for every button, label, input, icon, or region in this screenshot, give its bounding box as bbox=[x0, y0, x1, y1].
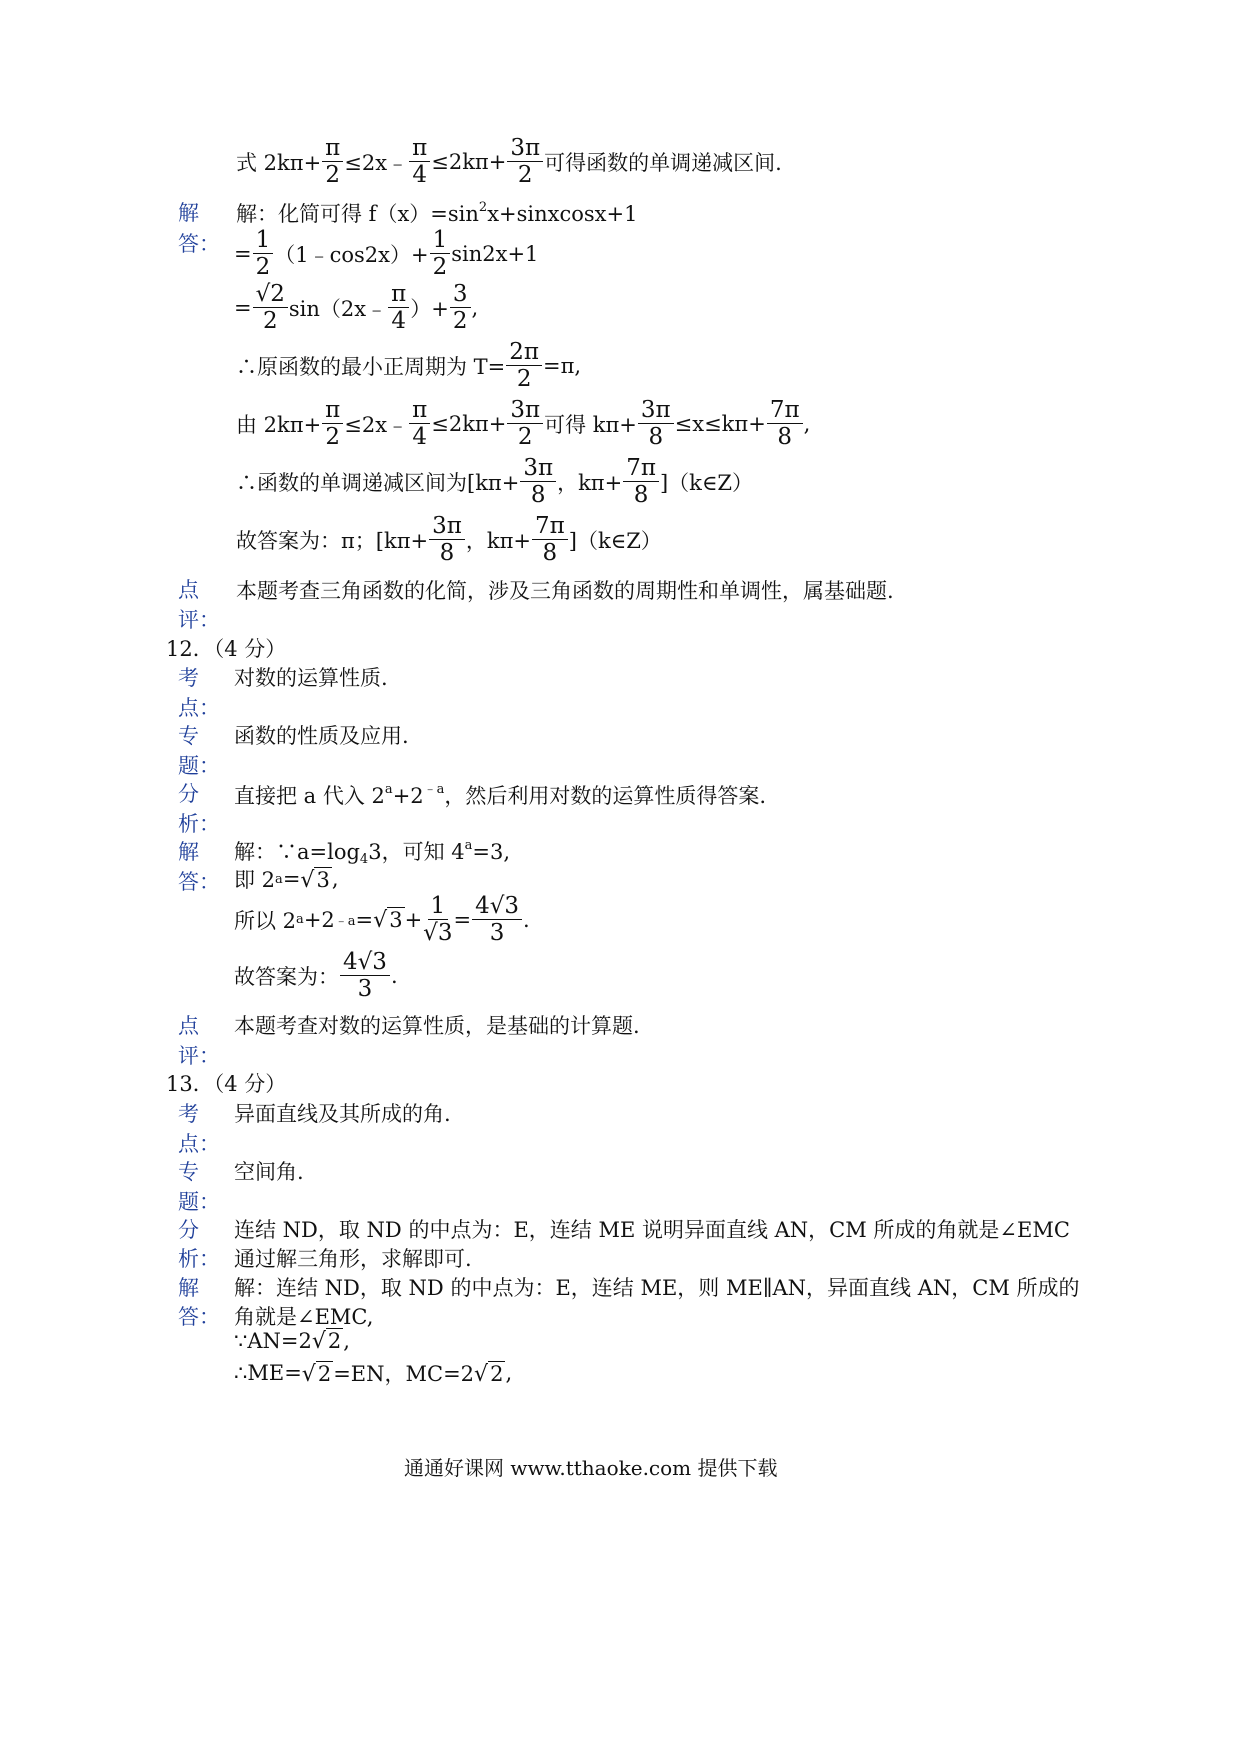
fraction: $\frac{\pi}{4}$ bbox=[409, 136, 430, 187]
q12-solution-line-1: 解：$\because a=\log_43$，可知 $4^a=3$, bbox=[234, 838, 511, 867]
q12-kaodian-1: 考 bbox=[178, 666, 199, 690]
q12-solution-line-3: 所以 2 a +2 ﹣a = √ 3 + $\frac{1}{√3}$ = $\frac{4√3}{3}$ . bbox=[234, 893, 530, 947]
q13-zhuanti-2: 题： bbox=[178, 1190, 220, 1214]
solution-line-6: ∴函数的单调递减区间为[kπ+ $\frac{3\pi}{8}$ ，kπ+ $\frac{7\pi}{8}$ ]（k∈Z） bbox=[236, 455, 754, 509]
answer-label-2: 答： bbox=[178, 232, 220, 256]
q13-fenxi-line-2: 通过解三角形，求解即可. bbox=[234, 1247, 472, 1271]
q12-solution-line-2: 即 2 a = √ 3 , bbox=[234, 867, 339, 893]
solution-line-2: = $\frac{1}{2}$ （1﹣cos2x）+ $\frac{1}{2}$ sin2x+1 bbox=[234, 227, 539, 281]
q13-jieda-1: 解 bbox=[178, 1276, 199, 1300]
fraction: $\frac{1}{2}$ bbox=[430, 228, 451, 279]
q12-fenxi-2: 析： bbox=[178, 812, 220, 836]
q12-fenxi-text: 直接把 a 代入 $2^a+2^{﹣a}$，然后利用对数的运算性质得答案. bbox=[234, 782, 767, 808]
q13-kaodian-2: 点： bbox=[178, 1132, 220, 1156]
solution-line-3: = $\frac{√2}{2}$ sin（2x﹣ $\frac{\pi}{4}$ ）+ $\frac{3}{2}$ , bbox=[234, 281, 479, 335]
q12-pingjia-text: 本题考查对数的运算性质，是基础的计算题. bbox=[234, 1014, 640, 1038]
sqrt: √ 2 bbox=[301, 1361, 332, 1387]
fraction: $\frac{4√3}{3}$ bbox=[340, 950, 390, 1001]
q12-zhuanti-text: 函数的性质及应用. bbox=[234, 724, 409, 748]
q12-kaodian-text: 对数的运算性质. bbox=[234, 666, 388, 690]
q12-pingjia-2: 评： bbox=[178, 1044, 220, 1068]
q13-kaodian-text: 异面直线及其所成的角. bbox=[234, 1102, 451, 1126]
question-header-13: 13．（4 分） bbox=[166, 1072, 287, 1096]
q13-fenxi-line-1: 连结 ND，取 ND 的中点为：E，连结 ME 说明异面直线 AN，CM 所成的角就是∠EMC bbox=[234, 1218, 1070, 1242]
q13-fenxi-1: 分 bbox=[178, 1218, 199, 1242]
q12-pingjia-1: 点 bbox=[178, 1014, 199, 1038]
answer-label-1: 解 bbox=[178, 201, 199, 225]
fraction: $\frac{√2}{2}$ bbox=[253, 282, 288, 333]
footer-text: 通通好课网 www.tthaoke.com 提供下载 bbox=[404, 1456, 778, 1480]
fraction: $\frac{\pi}{4}$ bbox=[388, 282, 409, 333]
comment-text: 本题考查三角函数的化简，涉及三角函数的周期性和单调性，属基础题. bbox=[236, 579, 894, 603]
q12-fenxi-1: 分 bbox=[178, 782, 199, 806]
sqrt: √ 3 bbox=[373, 908, 403, 934]
comment-label-2: 评： bbox=[178, 608, 220, 632]
intro-line: 式 2kπ+ $\frac{\pi}{2}$ ≤2x﹣ $\frac{\pi}{4}$ ≤2kπ+ $\frac{3\pi}{2}$ 可得函数的单调递减区间. bbox=[236, 135, 782, 189]
sqrt: √ 3 bbox=[300, 867, 330, 893]
q12-solution-line-4: 故答案为： $\frac{4√3}{3}$ . bbox=[234, 949, 398, 1003]
q13-solution-line-2: 角就是∠EMC, bbox=[234, 1305, 374, 1329]
fraction: $\frac{1}{√3}$ bbox=[423, 893, 453, 947]
fraction: $\frac{1}{2}$ bbox=[253, 228, 274, 279]
q12-zhuanti-1: 专 bbox=[178, 724, 199, 748]
q13-jieda-2: 答： bbox=[178, 1305, 220, 1329]
q12-jieda-1: 解 bbox=[178, 840, 199, 864]
solution-line-4: ∴原函数的最小正周期为 T= $\frac{2\pi}{2}$ =π, bbox=[236, 339, 582, 393]
q13-zhuanti-1: 专 bbox=[178, 1160, 199, 1184]
q12-kaodian-2: 点： bbox=[178, 696, 220, 720]
comment-label-1: 点 bbox=[178, 578, 199, 602]
q12-jieda-2: 答： bbox=[178, 870, 220, 894]
fraction: $\frac{3\pi}{2}$ bbox=[507, 136, 543, 187]
q13-solution-line-3: ∵AN=2 √ 2 , bbox=[234, 1328, 350, 1354]
q12-zhuanti-2: 题： bbox=[178, 754, 220, 778]
q13-kaodian-1: 考 bbox=[178, 1102, 199, 1126]
fraction: $\frac{3}{2}$ bbox=[450, 282, 471, 333]
q13-fenxi-2: 析： bbox=[178, 1247, 220, 1271]
sqrt: √ 2 bbox=[311, 1329, 342, 1354]
fraction: $\frac{4√3}{3}$ bbox=[472, 894, 522, 945]
solution-line-1: 解：化简可得 $f(x)=\sin^2x+sinxcosx+1$ bbox=[236, 200, 638, 226]
q13-solution-line-1: 解：连结 ND，取 ND 的中点为：E，连结 ME，则 ME∥AN，异面直线 AN，CM 所成的 bbox=[234, 1276, 1080, 1300]
q13-solution-line-4: ∴ME= √ 2 =EN，MC=2 √ 2 , bbox=[234, 1361, 513, 1387]
solution-line-7: 故答案为：π；[kπ+ $\frac{3\pi}{8}$ ，kπ+ $\frac{7\pi}{8}$ ]（k∈Z） bbox=[236, 513, 662, 567]
fraction: $\frac{\pi}{2}$ bbox=[322, 136, 343, 187]
q13-zhuanti-text: 空间角. bbox=[234, 1160, 304, 1184]
sqrt: √ 2 bbox=[474, 1361, 504, 1387]
question-header-12: 12．（4 分） bbox=[166, 637, 287, 661]
fraction: $\frac{2\pi}{2}$ bbox=[506, 340, 542, 391]
solution-line-5: 由 2kπ+ $\frac{\pi}{2}$ ≤2x﹣ $\frac{\pi}{4}$ ≤2kπ+ $\frac{3\pi}{2}$ 可得 kπ+ $\frac{3\pi}{8}$ ≤x≤kπ+ $\frac{7\pi}{8}$ , bbox=[236, 397, 811, 451]
